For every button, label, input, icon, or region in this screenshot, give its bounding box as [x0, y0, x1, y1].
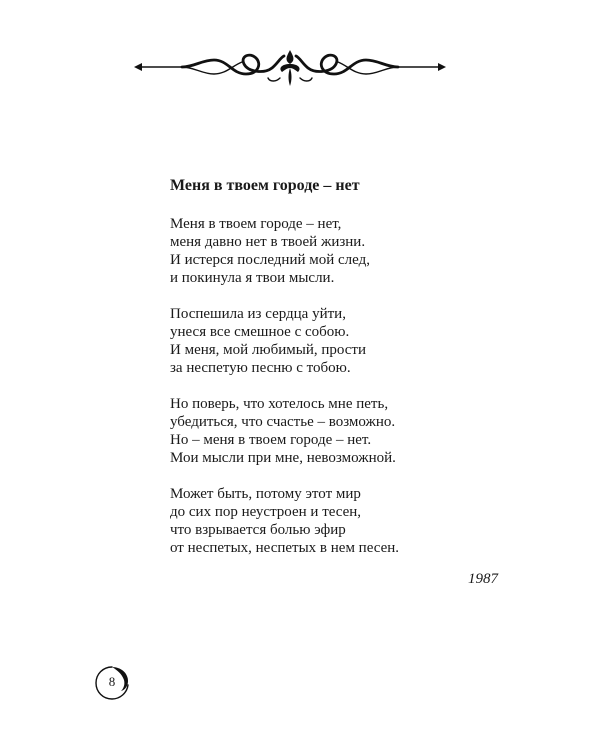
poem-line: и покинула я твои мысли. [170, 270, 335, 286]
poem-line: Но поверь, что хотелось мне петь, [170, 396, 389, 412]
poem [170, 176, 510, 575]
stanza [170, 485, 510, 557]
stanza [170, 305, 510, 377]
poem-line: унеся все смешное с собою. [170, 324, 350, 340]
poem-line: И меня, мой любимый, прости [170, 342, 367, 358]
stanza [170, 395, 510, 467]
poem-date: 1987 [468, 571, 498, 587]
flourish-divider-icon [132, 42, 448, 92]
poem-line: что взрывается болью эфир [170, 522, 346, 538]
poem-line: убедиться, что счастье – возможно. [170, 414, 396, 430]
poem-line: от неспетых, неспетых в нем песен. [170, 540, 400, 556]
page-number: 8 [108, 674, 116, 689]
poem-line: Может быть, потому этот мир [170, 486, 361, 502]
poem-line: Меня в твоем городе – нет, [170, 216, 342, 232]
poem-line: Но – меня в твоем городе – нет. [170, 432, 372, 448]
poem-title: Меня в твоем городе – нет [170, 177, 360, 194]
poem-line: до сих пор неустроен и тесен, [170, 504, 362, 520]
poem-line: меня давно нет в твоей жизни. [170, 234, 366, 250]
stanza [170, 215, 510, 287]
poem-line: Поспешила из сердца уйти, [170, 306, 346, 322]
poem-line: Мои мысли при мне, невозможной. [170, 450, 396, 466]
poem-line: за неспетую песню с тобою. [170, 360, 351, 376]
poem-line: И истерся последний мой след, [170, 252, 371, 268]
